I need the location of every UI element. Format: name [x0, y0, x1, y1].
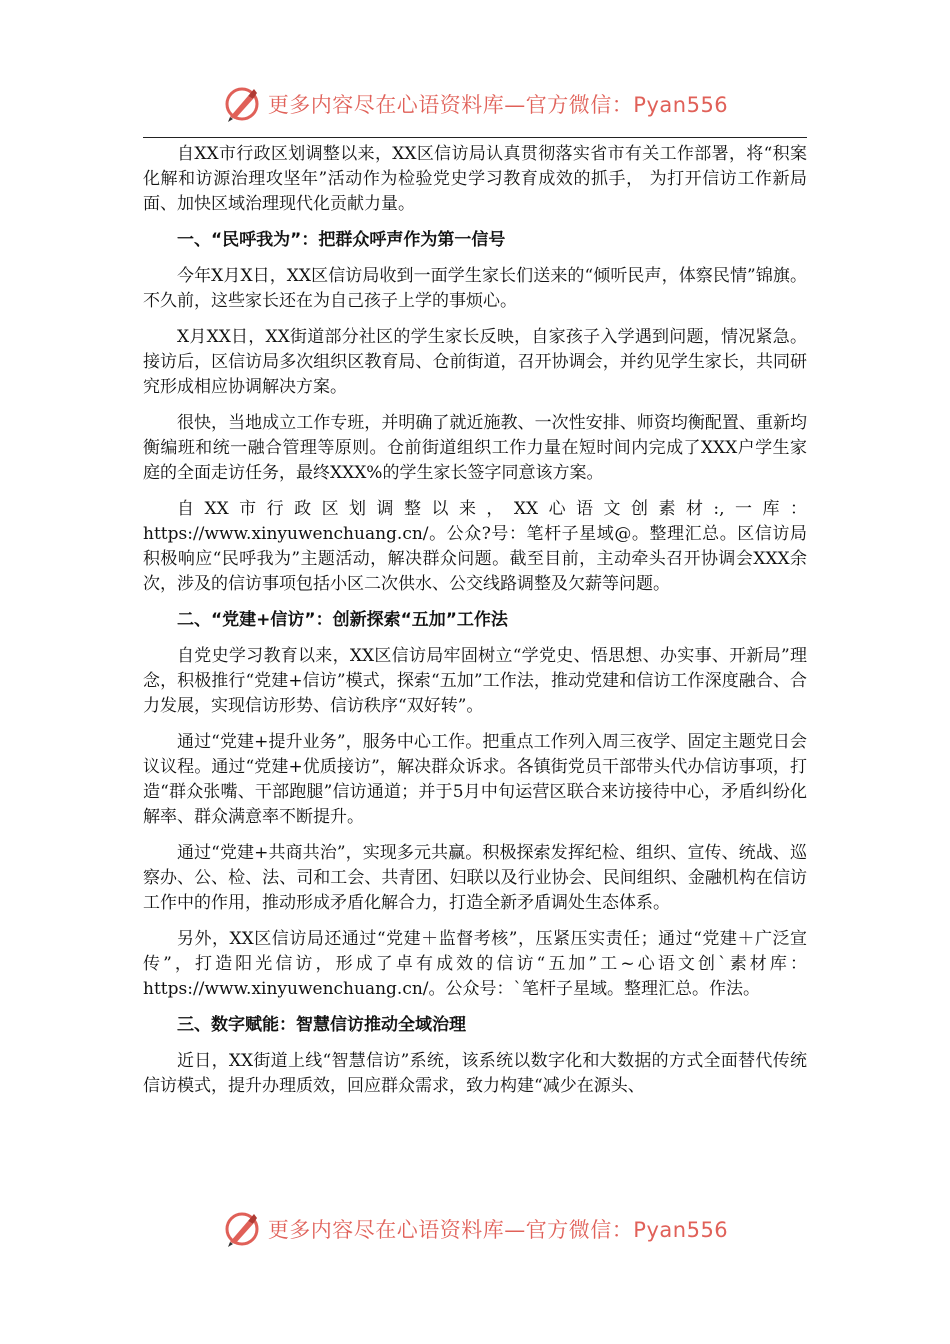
paragraph: 通过“党建+共商共治”，实现多元共赢。积极探索发挥纪检、组织、宣传、统战、巡察办、公、检、法、司和工会、共青团、妇联以及行业协会、民间组织、金融机构在信访工作中的作用，推动形成矛盾化解合力，打造全新矛盾调处生态体系。 [143, 843, 807, 913]
section-heading-3: 三、数字赋能：智慧信访推动全域治理 [177, 1015, 466, 1035]
document-body [143, 142, 807, 1110]
header-banner [0, 80, 950, 128]
paragraph: 另外，XX区信访局还通过“党建＋监督考核”，压紧压实责任；通过“党建＋广泛宣传”，打造阳光信访，形成了卓有成效的信访“五加”工~心语文创`素材库：https://www.xinyuwenchuang.cn/。公众号：`笔杆子星域。整理汇总。作法。 [143, 929, 807, 999]
paragraph: 很快，当地成立工作专班，并明确了就近施教、一次性安排、师资均衡配置、重新均衡编班和统一融合管理等原则。仓前街道组织工作力量在短时间内完成了XXX户学生家庭的全面走访任务，最终XXX%的学生家长签字同意该方案。 [143, 413, 807, 483]
paragraph: 近日，XX街道上线“智慧信访”系统，该系统以数字化和大数据的方式全面替代传统信访模式，提升办理质效，回应群众需求，致力构建“减少在源头、 [143, 1051, 807, 1096]
footer-banner-text: 更多内容尽在心语资料库—官方微信：Pyan556 [267, 1218, 729, 1242]
paragraph: 今年X月X日，XX区信访局收到一面学生家长们送来的“倾听民声，体察民情”锦旗。不久前，这些家长还在为自己孩子上学的事烦心。 [143, 266, 807, 311]
pen-logo-icon [222, 1209, 262, 1249]
paragraph: 通过“党建+提升业务”，服务中心工作。把重点工作列入周三夜学、固定主题党日会议议程。通过“党建+优质接访”，解决群众诉求。各镇街党员干部带头代办信访事项，打造“群众张嘴、干部跑腿”信访通道；并于5月中旬运营区联合来访接待中心，矛盾纠纷化解率、群众满意率不断提升。 [143, 732, 807, 827]
paragraph: 自XX市行政区划调整以来，XX区信访局认真贯彻落实省市有关工作部署，将“积案化解和访源治理攻坚年”活动作为检验党史学习教育成效的抓手， 为打开信访工作新局面、加快区域治理现代化贡献力量。 [143, 144, 807, 214]
pen-logo-icon [222, 84, 262, 124]
paragraph: 自党史学习教育以来，XX区信访局牢固树立“学党史、悟思想、办实事、开新局”理念，积极推行“党建+信访”模式，探索“五加”工作法，推动党建和信访工作深度融合、合力发展，实现信访形势、信访秩序“双好转”。 [143, 646, 807, 716]
section-heading-1: 一、“民呼我为”：把群众呼声作为第一信号 [177, 230, 506, 250]
paragraph: X月XX日，XX街道部分社区的学生家长反映，自家孩子入学遇到问题，情况紧急。接访后，区信访局多次组织区教育局、仓前街道，召开协调会，并约见学生家长，共同研究形成相应协调解决方案。 [143, 327, 807, 397]
paragraph: 自XX市行政区划调整以来，XX心语文创素材:,一库：https://www.xinyuwenchuang.cn/。公众?号：笔杆子星域@。整理汇总。区信访局积极响应“民呼我为”主题活动，解决群众问题。截至目前，主动牵头召开协调会XXX余次，涉及的信访事项包括小区二次供水、公交线路调整及欠薪等问题。 [143, 499, 807, 594]
header-rule [143, 137, 807, 138]
header-banner-text: 更多内容尽在心语资料库—官方微信：Pyan556 [267, 93, 729, 117]
section-heading-2: 二、“党建+信访”：创新探索“五加”工作法 [177, 610, 508, 630]
footer-banner [0, 1205, 950, 1253]
